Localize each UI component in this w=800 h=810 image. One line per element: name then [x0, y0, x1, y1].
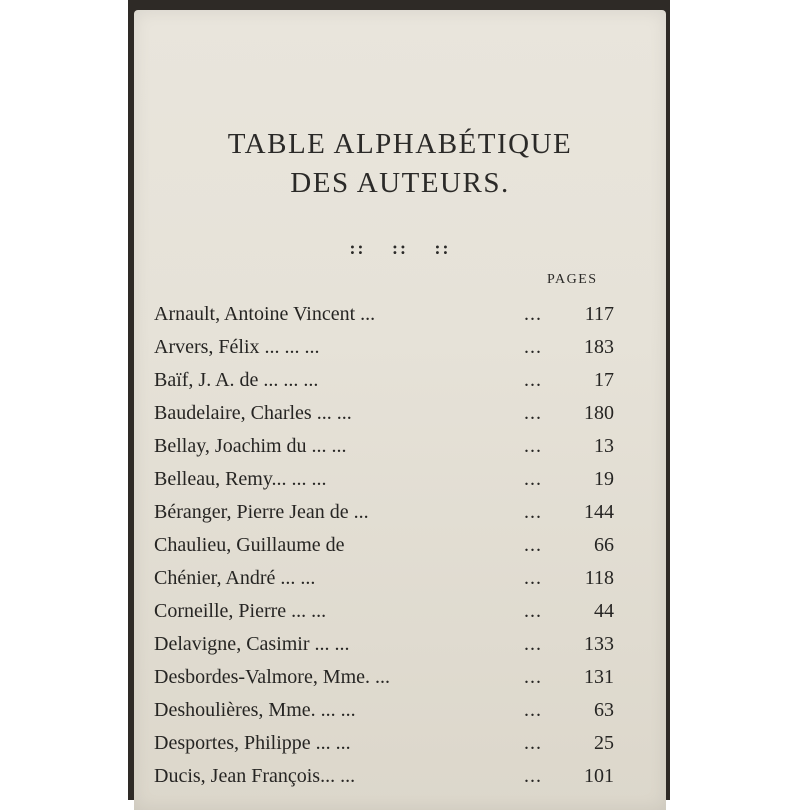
leader-dots: ... [524, 402, 542, 424]
leader-dots: ... [524, 765, 542, 787]
leader-dots: ... [524, 666, 542, 688]
index-entry [154, 699, 614, 729]
page-title-line-2: DES AUTEURS. [290, 167, 510, 199]
author-name: Baïf, J. A. de ... ... ... [154, 369, 319, 391]
leader-dots: ... [524, 567, 542, 589]
ornament-mark: :: [392, 238, 408, 258]
page-number: 25 [594, 732, 614, 754]
leader-dots: ... [524, 699, 542, 721]
author-name: Chénier, André ... ... [154, 567, 316, 589]
index-entry [154, 336, 614, 366]
author-name: Chaulieu, Guillaume de [154, 534, 345, 556]
author-name: Delavigne, Casimir ... ... [154, 633, 350, 655]
leader-dots: ... [524, 534, 542, 556]
page-number: 117 [584, 303, 614, 325]
author-name: Bellay, Joachim du ... ... [154, 435, 347, 457]
author-name: Desportes, Philippe ... ... [154, 732, 351, 754]
page-number: 13 [594, 435, 614, 457]
author-name: Deshoulières, Mme. ... ... [154, 699, 356, 721]
author-name: Belleau, Remy... ... ... [154, 468, 327, 490]
index-entry [154, 501, 614, 531]
leader-dots: ... [524, 732, 542, 754]
index-entry [154, 303, 614, 333]
leader-dots: ... [524, 336, 542, 358]
index-entry [154, 633, 614, 663]
author-name: Desbordes-Valmore, Mme. ... [154, 666, 391, 688]
author-name: Corneille, Pierre ... ... [154, 600, 327, 622]
ornament-divider [134, 238, 666, 259]
index-entry [154, 732, 614, 762]
book-page [134, 10, 666, 810]
page-title-line-1: TABLE ALPHABÉTIQUE [227, 128, 573, 160]
page-number: 101 [584, 765, 614, 787]
index-entry [154, 600, 614, 630]
page-number: 131 [584, 666, 614, 688]
pages-column-header: PAGES [547, 272, 598, 287]
index-entry [154, 435, 614, 465]
author-name: Arnault, Antoine Vincent ... [154, 303, 376, 325]
index-entry [154, 534, 614, 564]
author-name: Béranger, Pierre Jean de ... [154, 501, 369, 523]
author-name: Ducis, Jean François... ... [154, 765, 356, 787]
page-number: 183 [584, 336, 614, 358]
index-entry [154, 369, 614, 399]
author-name: Baudelaire, Charles ... ... [154, 402, 352, 424]
index-entry [154, 567, 614, 597]
leader-dots: ... [524, 501, 542, 523]
index-entry [154, 402, 614, 432]
leader-dots: ... [524, 468, 542, 490]
leader-dots: ... [524, 303, 542, 325]
page-number: 180 [584, 402, 614, 424]
index-entry [154, 765, 614, 795]
page-number: 66 [594, 534, 614, 556]
page-number: 133 [584, 633, 614, 655]
page-number: 63 [594, 699, 614, 721]
index-entry [154, 468, 614, 498]
leader-dots: ... [524, 435, 542, 457]
page-number: 144 [584, 501, 614, 523]
index-entry [154, 666, 614, 696]
leader-dots: ... [524, 633, 542, 655]
leader-dots: ... [524, 600, 542, 622]
page-number: 19 [594, 468, 614, 490]
page-number: 17 [594, 369, 614, 391]
leader-dots: ... [524, 369, 542, 391]
ornament-mark: :: [349, 238, 366, 258]
author-name: Arvers, Félix ... ... ... [154, 336, 320, 358]
page-number: 118 [584, 567, 614, 589]
ornament-mark: :: [434, 238, 451, 258]
page-number: 44 [594, 600, 614, 622]
